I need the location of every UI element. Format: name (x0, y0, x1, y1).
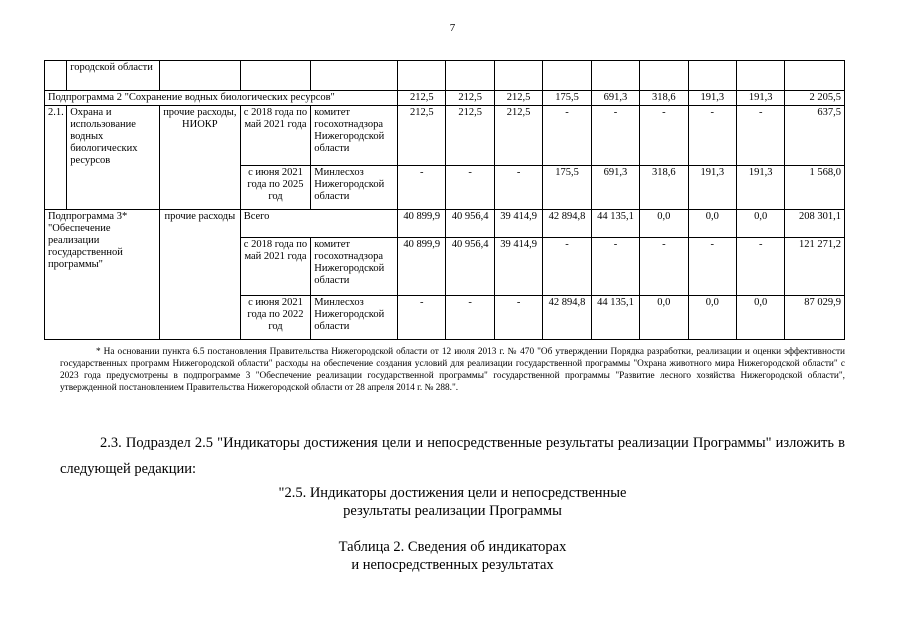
table-cell: 212,5 (446, 91, 494, 106)
table-row (45, 210, 845, 238)
table-cell: - (591, 106, 639, 166)
body-paragraph: 2.3. Подраздел 2.5 "Индикаторы достижения цели и непосредственные результаты реализации Программы" изложить в следующей редакции: (60, 435, 845, 477)
table-cell: 40 956,4 (446, 210, 494, 238)
table-cell: с 2018 года по май 2021 года (240, 238, 311, 296)
table-cell: 191,3 (688, 166, 736, 210)
table-cell: городской области (67, 61, 160, 91)
table-cell: 0,0 (737, 296, 785, 340)
table-cell (159, 61, 240, 91)
table-cell: 0,0 (737, 210, 785, 238)
table-cell: - (688, 106, 736, 166)
table-cell: 691,3 (591, 91, 639, 106)
table-cell: 212,5 (398, 106, 446, 166)
table-cell: 175,5 (543, 91, 591, 106)
table-cell (494, 61, 542, 91)
table-cell: 0,0 (688, 296, 736, 340)
table-cell: 44 135,1 (591, 210, 639, 238)
table-cell: 42 894,8 (543, 296, 591, 340)
section-title-line: результаты реализации Программы (343, 503, 562, 519)
table-cell (311, 61, 398, 91)
table-cell: - (543, 106, 591, 166)
table-cell: - (688, 238, 736, 296)
table-cell: - (446, 296, 494, 340)
table-row (45, 61, 845, 91)
footnote: * На основании пункта 6.5 постановления Правительства Нижегородской области от 12 июля 2013 г. № 470 "Об утверждении Порядка разработки, реализации и оценки эффективности государственных программ Нижегородской области" расходы на обеспечение создания условий для реализации государственной программы "Охрана животного мира Нижегородской области" с 2023 года предусмотрены в подпрограмме 3 "Обеспечение реализации государственной программы" государственной программы "Развитие лесного хозяйства Нижегородской области", утвержденной постановлением Правительства Нижегородской области от 28 апреля 2014 г. № 288.". (60, 347, 845, 393)
table-cell: 0,0 (640, 210, 688, 238)
row-number: 2.1. (45, 106, 67, 210)
table-cell: 87 029,9 (785, 296, 845, 340)
table-title-line: и непосредственных результатах (351, 557, 554, 573)
table-cell: прочие расходы, НИОКР (159, 106, 240, 210)
table-cell (688, 61, 736, 91)
table-cell: 0,0 (640, 296, 688, 340)
table-cell: 42 894,8 (543, 210, 591, 238)
table-cell (446, 61, 494, 91)
table-cell: Охрана и использование водных биологических ресурсов (67, 106, 160, 210)
subprogram-title: Подпрограмма 2 "Сохранение водных биологических ресурсов" (45, 91, 398, 106)
table-cell (737, 61, 785, 91)
table-cell: с июня 2021 года по 2022 год (240, 296, 311, 340)
budget-table (44, 60, 845, 340)
table-cell: 212,5 (446, 106, 494, 166)
table-cell: 1 568,0 (785, 166, 845, 210)
table-cell (45, 61, 67, 91)
table-cell: прочие расходы (159, 210, 240, 340)
table-cell (240, 61, 311, 91)
table-cell: 637,5 (785, 106, 845, 166)
table-cell: 191,3 (737, 91, 785, 106)
table-title (0, 538, 905, 574)
table-cell: 212,5 (494, 106, 542, 166)
table-cell: - (494, 166, 542, 210)
table-cell: - (737, 106, 785, 166)
table-cell: - (543, 238, 591, 296)
table-row (45, 91, 845, 106)
table-cell: - (494, 296, 542, 340)
table-row (45, 106, 845, 166)
table-cell: 39 414,9 (494, 210, 542, 238)
table-cell: - (398, 166, 446, 210)
table-cell: 2 205,5 (785, 91, 845, 106)
table-cell: 208 301,1 (785, 210, 845, 238)
table-cell: 175,5 (543, 166, 591, 210)
table-cell: Всего (240, 210, 397, 238)
table-cell: 40 899,9 (398, 210, 446, 238)
table-cell: 318,6 (640, 166, 688, 210)
table-cell: - (737, 238, 785, 296)
table-cell (591, 61, 639, 91)
table-cell: Минлесхоз Нижегородской области (311, 296, 398, 340)
table-cell: 318,6 (640, 91, 688, 106)
table-cell: 212,5 (398, 91, 446, 106)
section-title-line: "2.5. Индикаторы достижения цели и непосредственные (278, 485, 627, 501)
table-cell (640, 61, 688, 91)
table-cell (543, 61, 591, 91)
table-cell: 40 899,9 (398, 238, 446, 296)
table-cell: 212,5 (494, 91, 542, 106)
table-cell: 191,3 (737, 166, 785, 210)
page-number: 7 (449, 22, 456, 34)
table-cell (785, 61, 845, 91)
table-cell: 691,3 (591, 166, 639, 210)
table-cell: комитет госохотнадзора Нижегородской области (311, 106, 398, 166)
table-cell: 121 271,2 (785, 238, 845, 296)
table-cell: 191,3 (688, 91, 736, 106)
table-cell: - (398, 296, 446, 340)
table-cell: 39 414,9 (494, 238, 542, 296)
table-cell: 44 135,1 (591, 296, 639, 340)
table-cell: - (591, 238, 639, 296)
table-cell (398, 61, 446, 91)
table-cell: с июня 2021 года по 2025 год (240, 166, 311, 210)
table-cell: - (640, 106, 688, 166)
table-title-line: Таблица 2. Сведения об индикаторах (338, 539, 567, 555)
table-cell: с 2018 года по май 2021 года (240, 106, 311, 166)
table-cell: комитет госохотнадзора Нижегородской области (311, 238, 398, 296)
subprogram-title: Подпрограмма 3* "Обеспечение реализации государственной программы" (45, 210, 160, 340)
section-title (0, 484, 905, 520)
table-cell: 0,0 (688, 210, 736, 238)
table-cell: 40 956,4 (446, 238, 494, 296)
table-cell: - (640, 238, 688, 296)
table-cell: - (446, 166, 494, 210)
table-cell: Минлесхоз Нижегородской области (311, 166, 398, 210)
